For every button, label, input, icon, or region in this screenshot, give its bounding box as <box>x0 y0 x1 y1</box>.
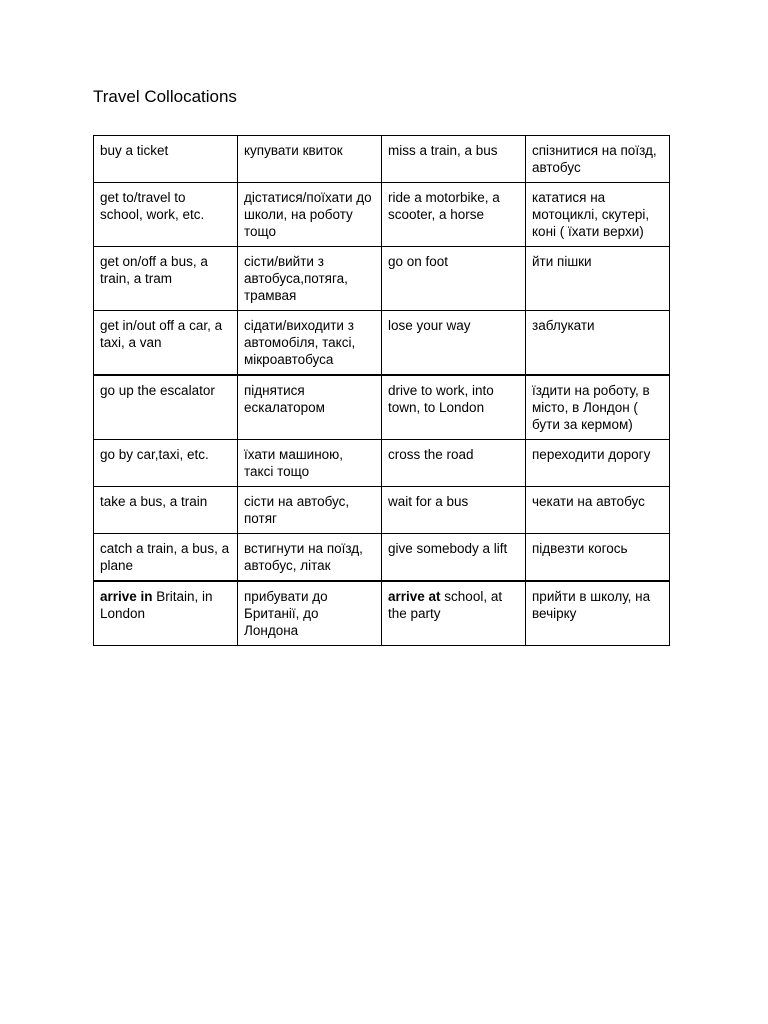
cell-text: give somebody a lift <box>388 541 508 556</box>
cell-text: кататися на мотоциклі, скутері, коні ( їхати верхи) <box>532 190 650 239</box>
english-collocation-cell <box>94 247 238 311</box>
english-collocation-cell <box>94 534 238 582</box>
english-collocation-cell <box>94 136 238 183</box>
english-collocation-cell <box>382 375 526 440</box>
cell-text: купувати квиток <box>244 143 343 158</box>
english-collocation-cell <box>382 534 526 582</box>
table-row <box>94 136 670 183</box>
cell-text: cross the road <box>388 447 474 462</box>
table-row <box>94 311 670 376</box>
table-row <box>94 440 670 487</box>
english-collocation-cell <box>382 487 526 534</box>
ukrainian-translation-cell <box>526 247 670 311</box>
ukrainian-translation-cell <box>526 311 670 376</box>
table-row <box>94 487 670 534</box>
bold-verb-text: arrive in <box>100 589 153 604</box>
english-collocation-cell <box>382 311 526 376</box>
ukrainian-translation-cell <box>526 183 670 247</box>
ukrainian-translation-cell <box>238 581 382 646</box>
cell-text: спізнитися на поїзд, автобус <box>532 143 657 175</box>
cell-text: school, at the party <box>388 589 503 621</box>
cell-text: їздити на роботу, в місто, в Лондон ( бути за кермом) <box>532 383 650 432</box>
ukrainian-translation-cell <box>238 440 382 487</box>
cell-text: прибувати до Британії, до Лондона <box>244 589 328 638</box>
table-row <box>94 247 670 311</box>
cell-text: прийти в школу, на вечірку <box>532 589 651 621</box>
cell-text: піднятися ескалатором <box>244 383 325 415</box>
ukrainian-translation-cell <box>238 311 382 376</box>
table-row <box>94 534 670 582</box>
cell-text: go on foot <box>388 254 449 269</box>
bold-verb-text: arrive at <box>388 589 441 604</box>
table-row <box>94 183 670 247</box>
cell-text: take a bus, a train <box>100 494 208 509</box>
cell-text: дістатися/поїхати до школи, на роботу тощо <box>244 190 372 239</box>
cell-text: встигнути на поїзд, автобус, літак <box>244 541 363 573</box>
cell-text: catch a train, a bus, a plane <box>100 541 230 573</box>
english-collocation-cell <box>94 440 238 487</box>
ukrainian-translation-cell <box>526 487 670 534</box>
collocations-table-body <box>94 136 670 646</box>
cell-text: get on/off a bus, a train, a tram <box>100 254 208 286</box>
cell-text: підвезти когось <box>532 541 628 556</box>
cell-text: get in/out off a car, a taxi, a van <box>100 318 223 350</box>
cell-text: get to/travel to school, work, etc. <box>100 190 205 222</box>
ukrainian-translation-cell <box>526 581 670 646</box>
english-collocation-cell <box>94 487 238 534</box>
ukrainian-translation-cell <box>238 487 382 534</box>
cell-text: сідати/виходити з автомобіля, таксі, мікроавтобуса <box>244 318 356 367</box>
ukrainian-translation-cell <box>238 136 382 183</box>
cell-text: їхати машиною, таксі тощо <box>244 447 344 479</box>
ukrainian-translation-cell <box>238 247 382 311</box>
cell-text: йти пішки <box>532 254 592 269</box>
ukrainian-translation-cell <box>238 375 382 440</box>
english-collocation-cell <box>382 136 526 183</box>
ukrainian-translation-cell <box>526 534 670 582</box>
english-collocation-cell <box>382 440 526 487</box>
cell-text: miss a train, a bus <box>388 143 498 158</box>
cell-text: drive to work, into town, to London <box>388 383 494 415</box>
cell-text: go up the escalator <box>100 383 215 398</box>
cell-text: lose your way <box>388 318 471 333</box>
cell-text: сісти на автобус, потяг <box>244 494 350 526</box>
english-collocation-cell <box>382 183 526 247</box>
english-collocation-cell <box>382 581 526 646</box>
ukrainian-translation-cell <box>238 534 382 582</box>
cell-text: сісти/вийти з автобуса,потяга, трамвая <box>244 254 348 303</box>
cell-text: чекати на автобус <box>532 494 645 509</box>
english-collocation-cell <box>94 581 238 646</box>
ukrainian-translation-cell <box>526 136 670 183</box>
cell-text: buy a ticket <box>100 143 169 158</box>
cell-text: переходити дорогу <box>532 447 651 462</box>
cell-text: Britain, in London <box>100 589 213 621</box>
table-row <box>94 375 670 440</box>
english-collocation-cell <box>94 375 238 440</box>
cell-text: wait for a bus <box>388 494 469 509</box>
english-collocation-cell <box>94 311 238 376</box>
page-title: Travel Collocations <box>93 87 237 106</box>
cell-text: go by car,taxi, etc. <box>100 447 209 462</box>
english-collocation-cell <box>94 183 238 247</box>
collocations-table <box>93 135 670 646</box>
ukrainian-translation-cell <box>526 440 670 487</box>
english-collocation-cell <box>382 247 526 311</box>
cell-text: заблукати <box>532 318 595 333</box>
cell-text: ride a motorbike, a scooter, a horse <box>388 190 500 222</box>
ukrainian-translation-cell <box>526 375 670 440</box>
table-row <box>94 581 670 646</box>
ukrainian-translation-cell <box>238 183 382 247</box>
